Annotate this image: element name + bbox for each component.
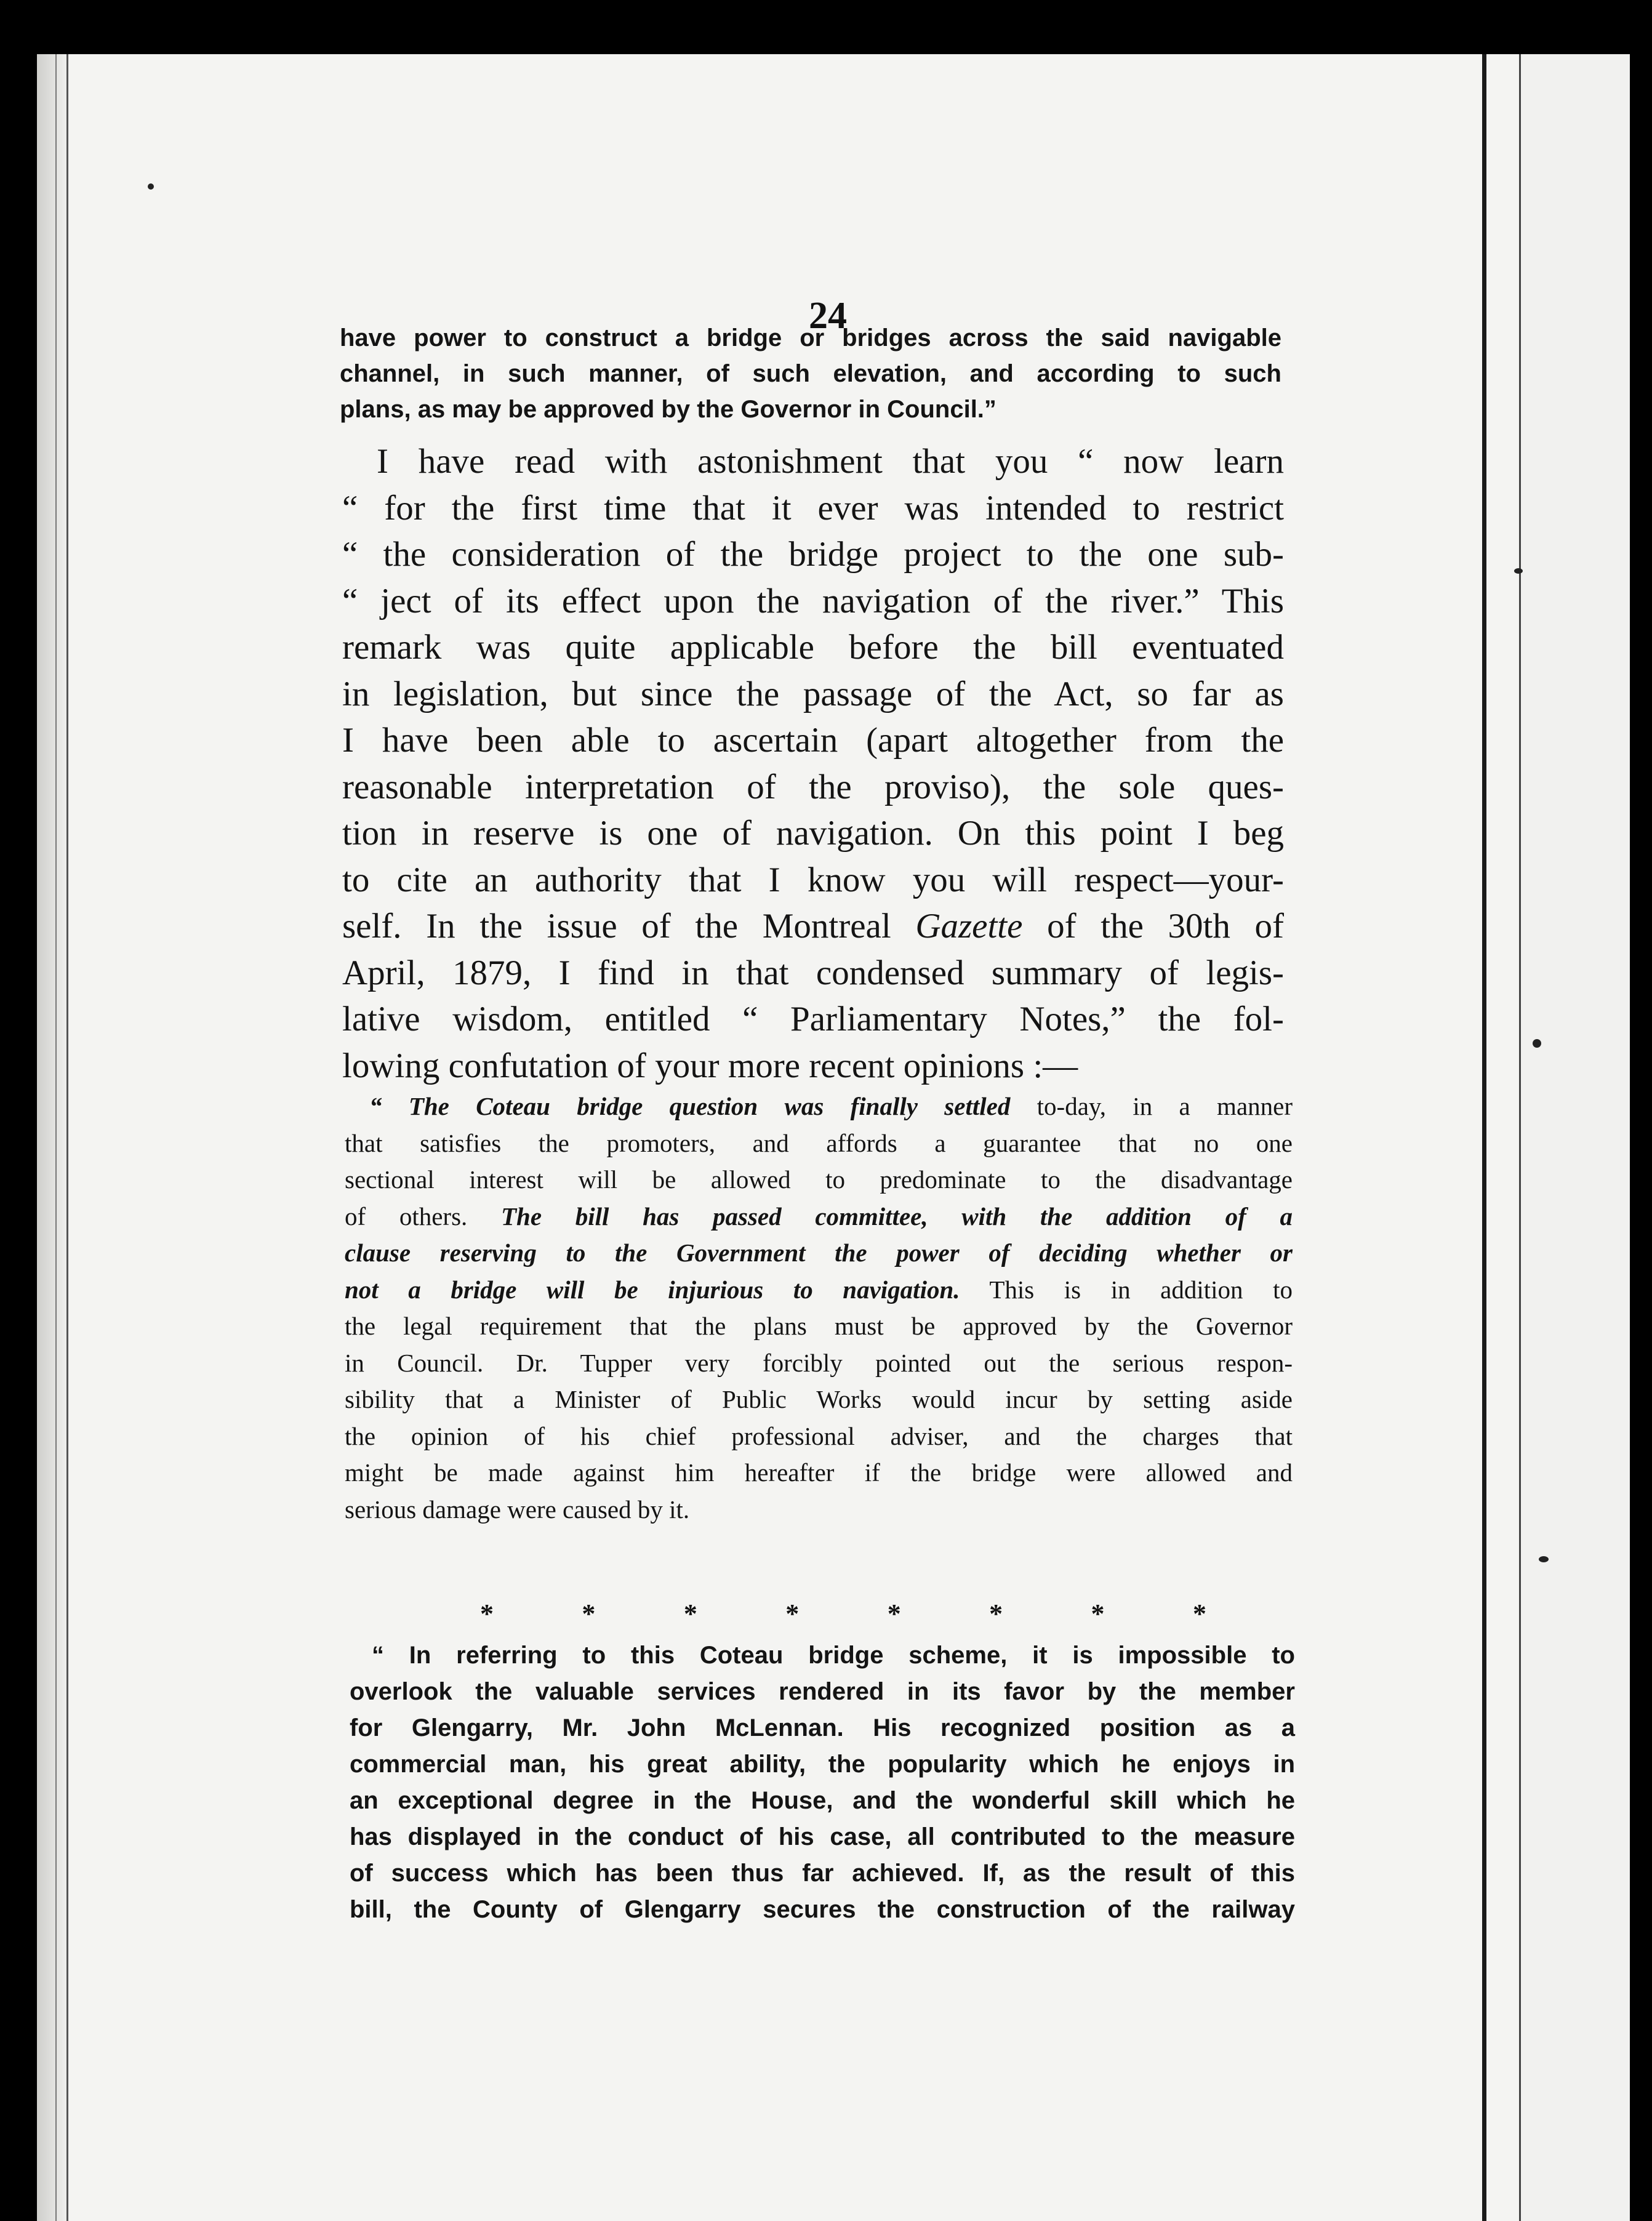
italic-segment: not a bridge will be injurious to navigation. — [345, 1275, 960, 1304]
text-line: to cite an authority that I know you will respect—your- — [342, 860, 1284, 899]
text-line: I have read with astonishment that you “ now learn — [377, 442, 1284, 481]
ink-speck — [1514, 568, 1523, 574]
text-line: “ the consideration of the bridge project to the one sub- — [342, 535, 1284, 574]
text-line: that satisfies the promoters, and affords a guarantee that no one — [345, 1128, 1293, 1157]
text-line: lowing confutation of your more recent opinions :— — [342, 1046, 1078, 1085]
italic-segment: The bill has passed committee, with the addition of a — [500, 1202, 1293, 1231]
text-line: April, 1879, I find in that condensed summary of legis- — [342, 953, 1284, 992]
glengarry-quote — [350, 1637, 1295, 1928]
text-line: have power to construct a bridge or bridges across the said navigable — [340, 324, 1281, 351]
text-line: lative wisdom, entitled “ Parliamentary Notes,” the fol- — [342, 1000, 1284, 1038]
asterisk: * — [887, 1599, 901, 1629]
text-line: “ ject of its effect upon the navigation of the river.” This — [342, 581, 1284, 621]
text-segment: self. In the issue of the Montreal — [342, 907, 916, 946]
text-line: the legal requirement that the plans must be approved by the Governor — [345, 1312, 1293, 1340]
text-line: clause reserving to the Government the power of deciding whether or — [345, 1239, 1293, 1267]
page-number: 24 — [809, 295, 847, 337]
asterisk: * — [480, 1599, 494, 1629]
section-break-asterisks — [480, 1598, 1206, 1629]
text-line: “ In referring to this Coteau bridge scheme, it is impossible to — [372, 1642, 1295, 1669]
text-line: for Glengarry, Mr. John McLennan. His recognized position as a — [350, 1714, 1295, 1741]
asterisk: * — [785, 1599, 800, 1629]
page-gutter-line — [1482, 54, 1486, 2221]
text-line — [342, 903, 1284, 950]
page-left-edge — [37, 54, 68, 2221]
text-line: bill, the County of Glengarry secures the construction of the railway — [350, 1896, 1295, 1923]
text-line: plans, as may be approved by the Governor in Council.” — [340, 396, 996, 423]
text-line: remark was quite applicable before the bill eventuated — [342, 628, 1284, 667]
ink-speck — [148, 183, 154, 190]
text-line: overlook the valuable services rendered in its favor by the member — [350, 1678, 1295, 1705]
scanned-page — [37, 54, 1630, 2221]
ink-speck — [1539, 1556, 1549, 1562]
text-line — [345, 1199, 1293, 1235]
opening-quote-end — [340, 320, 1281, 427]
main-paragraph — [342, 438, 1284, 1089]
text-line: channel, in such manner, of such elevation, and according to such — [340, 360, 1281, 387]
text-line: has displayed in the conduct of his case, all contributed to the measure — [350, 1823, 1295, 1850]
text-line: “ for the first time that it ever was intended to restrict — [342, 488, 1284, 528]
text-line: an exceptional degree in the House, and the wonderful skill which he — [350, 1787, 1295, 1814]
text-line: I have been able to ascertain (apart altogether from the — [342, 721, 1284, 760]
gazette-quote — [345, 1088, 1293, 1528]
text-line — [345, 1272, 1293, 1309]
text-segment: of others. — [345, 1202, 501, 1231]
text-line: tion in reserve is one of navigation. On this point I beg — [342, 814, 1284, 853]
binding-line — [55, 54, 57, 2221]
asterisk: * — [989, 1599, 1003, 1629]
ink-speck — [1533, 1039, 1541, 1048]
text-line: in legislation, but since the passage of the Act, so far as — [342, 674, 1284, 713]
text-line: serious damage were caused by it. — [345, 1495, 690, 1524]
italic-segment: “ The Coteau bridge question was finally settled — [369, 1092, 1011, 1120]
text-line: sectional interest will be allowed to predominate to the disadvantage — [345, 1165, 1293, 1194]
facing-page-margin — [1521, 54, 1630, 2221]
asterisk: * — [582, 1599, 596, 1629]
publication-title: Gazette — [915, 907, 1023, 946]
text-line: the opinion of his chief professional adviser, and the charges that — [345, 1421, 1293, 1450]
text-segment: to-day, in a manner — [1010, 1092, 1293, 1120]
asterisk: * — [1192, 1599, 1206, 1629]
text-line: commercial man, his great ability, the popularity which he enjoys in — [350, 1751, 1295, 1778]
text-line: sibility that a Minister of Public Works would incur by setting aside — [345, 1385, 1293, 1413]
text-line: of success which has been thus far achieved. If, as the result of this — [350, 1860, 1295, 1887]
text-line — [345, 1088, 1293, 1125]
text-line: reasonable interpretation of the proviso), the sole ques- — [342, 767, 1284, 806]
asterisk: * — [1091, 1599, 1105, 1629]
text-line: in Council. Dr. Tupper very forcibly pointed out the serious respon- — [345, 1348, 1293, 1377]
text-segment: of the 30th of — [1022, 907, 1284, 946]
asterisk: * — [683, 1599, 697, 1629]
text-line: might be made against him hereafter if the bridge were allowed and — [345, 1458, 1293, 1487]
text-segment: This is in addition to — [960, 1275, 1293, 1304]
